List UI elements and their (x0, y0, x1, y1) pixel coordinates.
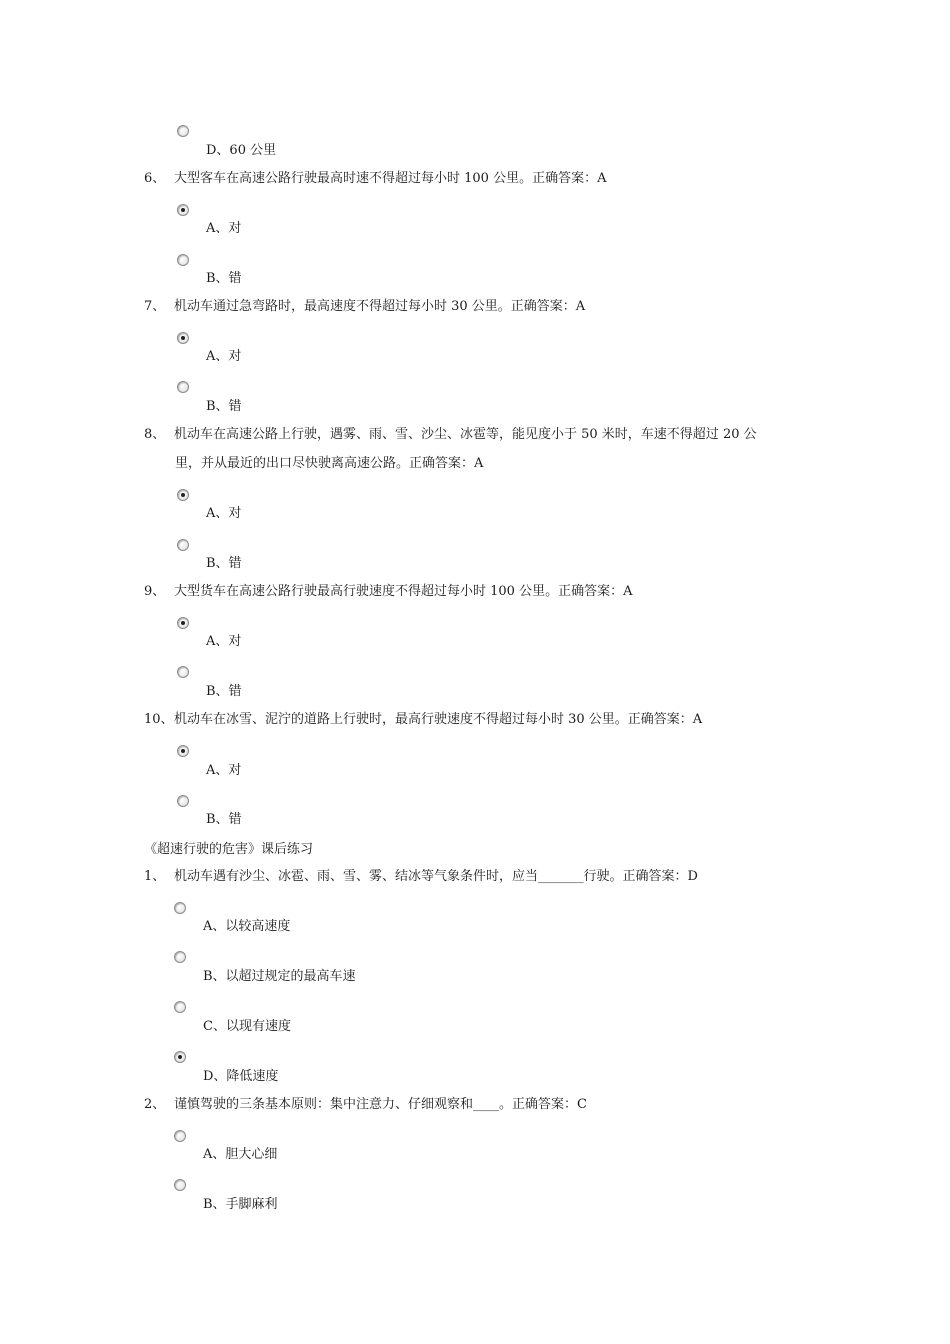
q10-option-a-label: A、对 (206, 763, 242, 778)
q10-option-b-label: B、错 (206, 812, 242, 827)
s1-option-d-radio[interactable] (174, 1051, 186, 1063)
q6-option-a-label: A、对 (206, 221, 242, 236)
question-number: 9、 (144, 584, 166, 599)
q8-option-b-label: B、错 (206, 556, 242, 571)
question-text: 机动车遇有沙尘、冰雹、雨、雪、雾、结冰等气象条件时，应当_______行驶。正确答案：D (174, 869, 698, 884)
q10-option-b-radio[interactable] (177, 795, 189, 807)
question-number: 2、 (144, 1097, 166, 1112)
q8-option-a-radio[interactable] (177, 489, 189, 501)
s2-option-a-radio[interactable] (174, 1130, 186, 1142)
q9-option-b-label: B、错 (206, 684, 242, 699)
question-number: 8、 (144, 427, 166, 442)
q7-option-a-label: A、对 (206, 349, 242, 364)
section-question-1 (144, 862, 698, 891)
s2-option-a-label: A、胆大心细 (203, 1147, 278, 1162)
s1-option-b-label: B、以超过规定的最高车速 (203, 969, 356, 984)
section-title: 《超速行驶的危害》课后练习 (144, 842, 314, 857)
section-question-2 (144, 1090, 587, 1119)
s1-option-a-label: A、以较高速度 (203, 919, 291, 934)
question-text: 机动车通过急弯路时，最高速度不得超过每小时 30 公里。正确答案：A (174, 299, 586, 314)
question-8 (144, 420, 757, 449)
question-9 (144, 577, 632, 606)
s1-option-d-label: D、降低速度 (203, 1069, 279, 1084)
s2-option-b-label: B、手脚麻利 (203, 1197, 278, 1212)
question-number: 7、 (144, 299, 166, 314)
s2-option-b-radio[interactable] (174, 1179, 186, 1191)
question-text: 大型货车在高速公路行驶最高行驶速度不得超过每小时 100 公里。正确答案：A (174, 584, 633, 599)
question-7 (144, 292, 585, 321)
question-text: 谨慎驾驶的三条基本原则：集中注意力、仔细观察和____。正确答案：C (174, 1097, 587, 1112)
s1-option-c-radio[interactable] (174, 1001, 186, 1013)
question-number: 1、 (144, 869, 166, 884)
q6-option-b-label: B、错 (206, 271, 242, 286)
question-8-line-2: 里，并从最近的出口尽快驶离高速公路。正确答案：A (175, 456, 484, 471)
q6-option-b-radio[interactable] (177, 254, 189, 266)
question-number: 10、 (144, 712, 174, 727)
s1-option-a-radio[interactable] (174, 902, 186, 914)
q8-option-b-radio[interactable] (177, 539, 189, 551)
q7-option-a-radio[interactable] (177, 332, 189, 344)
q6-option-a-radio[interactable] (177, 204, 189, 216)
q5-option-d-radio[interactable] (177, 125, 189, 137)
q9-option-a-radio[interactable] (177, 617, 189, 629)
q7-option-b-radio[interactable] (177, 381, 189, 393)
q9-option-b-radio[interactable] (177, 666, 189, 678)
question-number: 6、 (144, 171, 166, 186)
question-text: 机动车在冰雪、泥泞的道路上行驶时，最高行驶速度不得超过每小时 30 公里。正确答案：A (174, 712, 703, 727)
question-10 (144, 705, 702, 734)
q7-option-b-label: B、错 (206, 399, 242, 414)
s1-option-c-label: C、以现有速度 (203, 1019, 291, 1034)
q8-option-a-label: A、对 (206, 506, 242, 521)
q5-option-d-label: D、60 公里 (206, 143, 277, 158)
q10-option-a-radio[interactable] (177, 745, 189, 757)
question-text: 大型客车在高速公路行驶最高时速不得超过每小时 100 公里。正确答案：A (174, 171, 607, 186)
question-text-line-1: 机动车在高速公路上行驶，遇雾、雨、雪、沙尘、冰雹等，能见度小于 50 米时，车速不得超过 20 公 (174, 427, 757, 442)
s1-option-b-radio[interactable] (174, 951, 186, 963)
q9-option-a-label: A、对 (206, 634, 242, 649)
question-6 (144, 164, 606, 193)
